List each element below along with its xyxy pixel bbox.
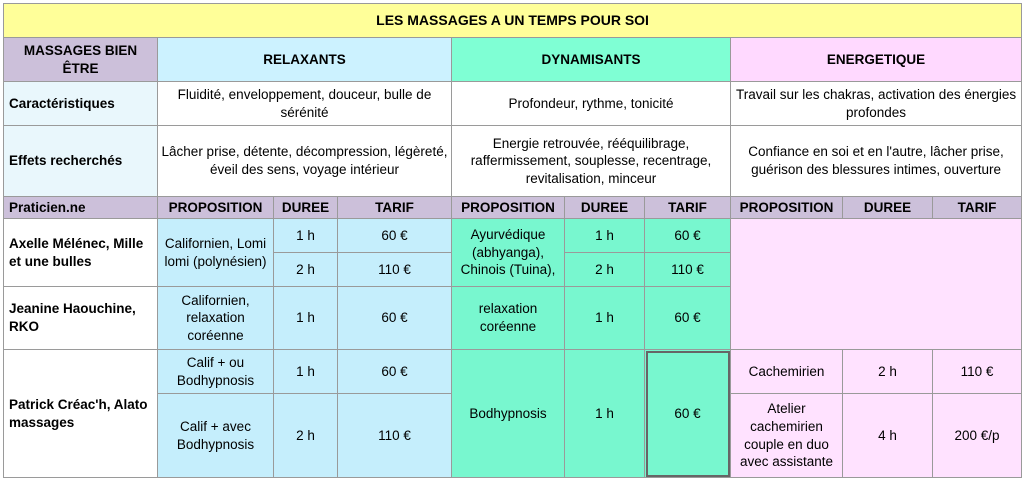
- effets-energetique[interactable]: Confiance en soi et en l'autre, lâcher prise, guérison des blessures intimes, ouverture: [731, 126, 1022, 197]
- praticien-jeanine[interactable]: Jeanine Haouchine, RKO: [4, 287, 158, 350]
- axelle-relax-duree-1[interactable]: 1 h: [274, 219, 338, 253]
- ener-empty-cell[interactable]: [731, 219, 1022, 350]
- patrick-ener-duree-1[interactable]: 2 h: [843, 350, 933, 394]
- axelle-relax-duree-2[interactable]: 2 h: [274, 253, 338, 287]
- patrick-ener-proposition-1[interactable]: Cachemirien: [731, 350, 843, 394]
- praticien-patrick[interactable]: Patrick Créac'h, Alato massages: [4, 350, 158, 478]
- patrick-dyn-tarif[interactable]: 60 €: [645, 350, 731, 478]
- effets-dynamisants[interactable]: Energie retrouvée, rééquilibrage, raffermissement, souplesse, recentrage, revitalisation, minceur: [452, 126, 731, 197]
- jeanine-relax-duree[interactable]: 1 h: [274, 287, 338, 350]
- ener-duree-header[interactable]: DUREE: [843, 197, 933, 219]
- jeanine-relax-proposition[interactable]: Californien, relaxation coréenne: [158, 287, 274, 350]
- axelle-dyn-proposition[interactable]: Ayurvédique (abhyanga), Chinois (Tuina),: [452, 219, 565, 287]
- jeanine-dyn-tarif[interactable]: 60 €: [645, 287, 731, 350]
- axelle-relax-tarif-2[interactable]: 110 €: [338, 253, 452, 287]
- massage-table: [3, 3, 1022, 478]
- patrick-ener-duree-2[interactable]: 4 h: [843, 394, 933, 478]
- relax-proposition-header[interactable]: PROPOSITION: [158, 197, 274, 219]
- relax-tarif-header[interactable]: TARIF: [338, 197, 452, 219]
- axelle-dyn-duree-1[interactable]: 1 h: [565, 219, 645, 253]
- praticien-axelle[interactable]: Axelle Mélénec, Mille et une bulles: [4, 219, 158, 287]
- relaxants-header[interactable]: RELAXANTS: [158, 38, 452, 82]
- patrick-dyn-duree[interactable]: 1 h: [565, 350, 645, 478]
- jeanine-dyn-proposition[interactable]: relaxation coréenne: [452, 287, 565, 350]
- table-title[interactable]: LES MASSAGES A UN TEMPS POUR SOI: [4, 4, 1022, 38]
- patrick-ener-tarif-2[interactable]: 200 €/p: [933, 394, 1022, 478]
- axelle-dyn-tarif-2[interactable]: 110 €: [645, 253, 731, 287]
- ener-tarif-header[interactable]: TARIF: [933, 197, 1022, 219]
- effets-label[interactable]: Effets recherchés: [4, 126, 158, 197]
- patrick-relax-tarif-1[interactable]: 60 €: [338, 350, 452, 394]
- patrick-relax-duree-1[interactable]: 1 h: [274, 350, 338, 394]
- dyn-proposition-header[interactable]: PROPOSITION: [452, 197, 565, 219]
- praticien-header[interactable]: Praticien.ne: [4, 197, 158, 219]
- caracteristiques-dynamisants[interactable]: Profondeur, rythme, tonicité: [452, 82, 731, 126]
- patrick-ener-proposition-2[interactable]: Atelier cachemirien couple en duo avec assistante: [731, 394, 843, 478]
- axelle-relax-tarif-1[interactable]: 60 €: [338, 219, 452, 253]
- caracteristiques-energetique[interactable]: Travail sur les chakras, activation des énergies profondes: [731, 82, 1022, 126]
- patrick-relax-proposition-1[interactable]: Calif + ou Bodhypnosis: [158, 350, 274, 394]
- relax-duree-header[interactable]: DUREE: [274, 197, 338, 219]
- effets-relaxants[interactable]: Lâcher prise, détente, décompression, légèreté, éveil des sens, voyage intérieur: [158, 126, 452, 197]
- jeanine-dyn-duree[interactable]: 1 h: [565, 287, 645, 350]
- corner-header[interactable]: MASSAGES BIEN ÊTRE: [4, 38, 158, 82]
- ener-proposition-header[interactable]: PROPOSITION: [731, 197, 843, 219]
- patrick-ener-tarif-1[interactable]: 110 €: [933, 350, 1022, 394]
- axelle-dyn-duree-2[interactable]: 2 h: [565, 253, 645, 287]
- dyn-tarif-header[interactable]: TARIF: [645, 197, 731, 219]
- axelle-dyn-tarif-1[interactable]: 60 €: [645, 219, 731, 253]
- axelle-relax-proposition[interactable]: Californien, Lomi lomi (polynésien): [158, 219, 274, 287]
- caracteristiques-label[interactable]: Caractéristiques: [4, 82, 158, 126]
- caracteristiques-relaxants[interactable]: Fluidité, enveloppement, douceur, bulle de sérénité: [158, 82, 452, 126]
- dynamisants-header[interactable]: DYNAMISANTS: [452, 38, 731, 82]
- patrick-relax-duree-2[interactable]: 2 h: [274, 394, 338, 478]
- patrick-relax-tarif-2[interactable]: 110 €: [338, 394, 452, 478]
- energetique-header[interactable]: ENERGETIQUE: [731, 38, 1022, 82]
- patrick-dyn-proposition[interactable]: Bodhypnosis: [452, 350, 565, 478]
- patrick-relax-proposition-2[interactable]: Calif + avec Bodhypnosis: [158, 394, 274, 478]
- dyn-duree-header[interactable]: DUREE: [565, 197, 645, 219]
- jeanine-relax-tarif[interactable]: 60 €: [338, 287, 452, 350]
